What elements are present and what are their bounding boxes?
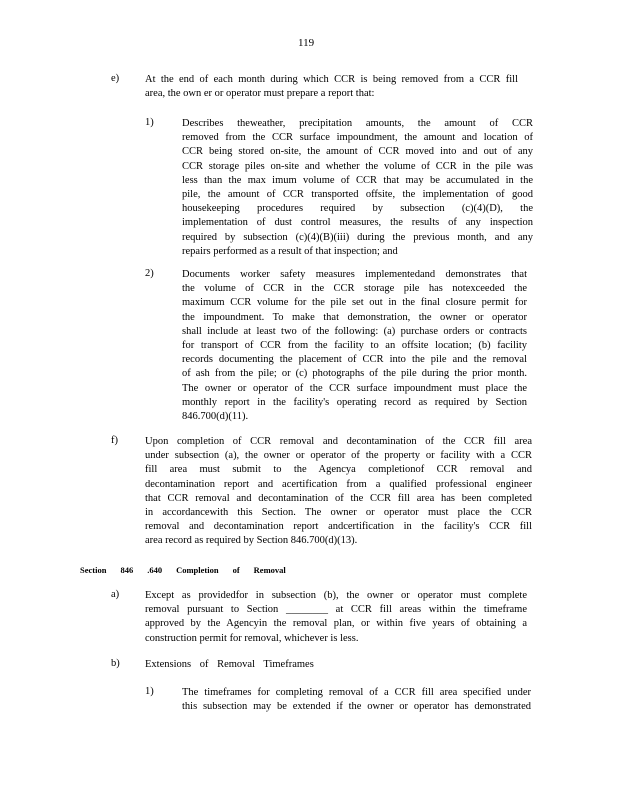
text-line: construction permit for removal, whichever is less. bbox=[145, 632, 359, 644]
text-line: CCR storage piles on-site and whether the volume of CCR in the pile was bbox=[182, 160, 533, 172]
text-line: housekeeping procedures required by subsection (c)(4)(D), the bbox=[182, 203, 533, 215]
page-number: 119 bbox=[298, 37, 315, 49]
text-line: removed from the CCR surface impoundment, the amount and location of bbox=[182, 132, 533, 144]
text-line: area, the own er or operator must prepare a report that: bbox=[145, 88, 375, 100]
text-line: less than the max imum volume of CCR that may be accumulated in the bbox=[182, 174, 533, 186]
text-line: the volume of CCR in the CCR storage pile has notexceeded the bbox=[182, 283, 527, 295]
text-line: Except as providedfor in subsection (b), the owner or operator must complete bbox=[145, 590, 527, 601]
text-line: that CCR removal and decontamination of the CCR fill area has been completed bbox=[145, 492, 532, 504]
text-line: of ash from the pile; or (c) photographs of the pile during the prior month. bbox=[182, 368, 527, 380]
text-line: removal pursuant to Section ________ at CCR fill areas within the timeframe bbox=[145, 604, 527, 616]
text-line: The timeframes for completing removal of a CCR fill area specified under bbox=[182, 687, 531, 698]
text-line: implementation of dust control measures, the results of any inspection bbox=[182, 217, 533, 229]
text-line: the impoundment. To make that demonstration, the owner or operator bbox=[182, 311, 527, 323]
text-line: 846.700(d)(11). bbox=[182, 411, 249, 423]
text-line: for transport of CCR from the facility to an offsite location; (b) facility bbox=[182, 340, 527, 352]
text-line: Upon completion of CCR removal and decontamination of the CCR fill area bbox=[145, 436, 532, 447]
item-e-1-label: 1) bbox=[145, 117, 154, 128]
item-b-1-text bbox=[182, 686, 531, 714]
item-f-label: f) bbox=[111, 435, 118, 446]
item-a-text bbox=[145, 589, 527, 646]
text-line: maximum CCR volume for the pile set out in the final closure permit for bbox=[182, 297, 527, 309]
item-e-2-text bbox=[182, 268, 527, 424]
text-line: shall include at least two of the following: (a) purchase orders or contracts bbox=[182, 325, 527, 337]
text-line: area record as required by Section 846.700(d)(13). bbox=[145, 535, 358, 547]
text-line: At the end of each month during which CCR is being removed from a CCR fill bbox=[145, 74, 518, 85]
text-line: removal and decontamination report andcertification in the facility's CCR fill bbox=[145, 521, 532, 533]
item-b-label: b) bbox=[111, 658, 120, 669]
text-line: fill area must submit to the Agencya completionof CCR removal and bbox=[145, 464, 532, 476]
text-line: records documenting the placement of CCR into the pile and the removal bbox=[182, 354, 527, 366]
section-part: 846 bbox=[120, 565, 134, 575]
text-line: Extensions of Removal Timeframes bbox=[145, 659, 314, 670]
text-line: in accordancewith this Section. The owner or operator must place the CCR bbox=[145, 507, 532, 519]
text-line: Documents worker safety measures implementedand demonstrates that bbox=[182, 269, 527, 280]
text-line: required by subsection (c)(4)(B)(iii) during the previous month, and any bbox=[182, 231, 533, 243]
item-f-text bbox=[145, 435, 532, 549]
section-title-1: Completion bbox=[176, 565, 219, 575]
section-heading bbox=[80, 565, 300, 575]
text-line: approved by the Agencyin the removal plan, or within five years of obtaining a bbox=[145, 618, 527, 630]
section-number: .640 bbox=[147, 565, 163, 575]
item-a-label: a) bbox=[111, 589, 120, 600]
text-line: under subsection (a), the owner or operator of the property or facility with a CCR bbox=[145, 450, 532, 462]
text-line: The owner or operator of the CCR surface impoundment must place the bbox=[182, 382, 527, 394]
item-e-text bbox=[145, 73, 518, 101]
text-line: Describes theweather, precipitation amounts, the amount of CCR bbox=[182, 118, 533, 129]
text-line: monthly report in the facility's operating record as required by Section bbox=[182, 396, 527, 408]
section-title-2: of bbox=[232, 565, 240, 575]
text-line: pile, the amount of CCR transported offsite, the implementation of good bbox=[182, 189, 533, 201]
text-line: CCR being stored on-site, the amount of CCR moved into and out of any bbox=[182, 146, 533, 158]
section-word: Section bbox=[80, 565, 107, 575]
item-e-1-text bbox=[182, 117, 533, 259]
text-line: this subsection may be extended if the owner or operator has demonstrated bbox=[182, 701, 531, 713]
section-title-3: Removal bbox=[253, 565, 286, 575]
item-e-2-label: 2) bbox=[145, 268, 154, 279]
item-b-heading bbox=[145, 658, 314, 672]
item-b-1-label: 1) bbox=[145, 686, 154, 697]
text-line: repairs performed as a result of that inspection; and bbox=[182, 245, 398, 257]
text-line: decontamination report and acertification from a qualified professional engineer bbox=[145, 478, 532, 490]
item-e-label: e) bbox=[111, 73, 120, 84]
